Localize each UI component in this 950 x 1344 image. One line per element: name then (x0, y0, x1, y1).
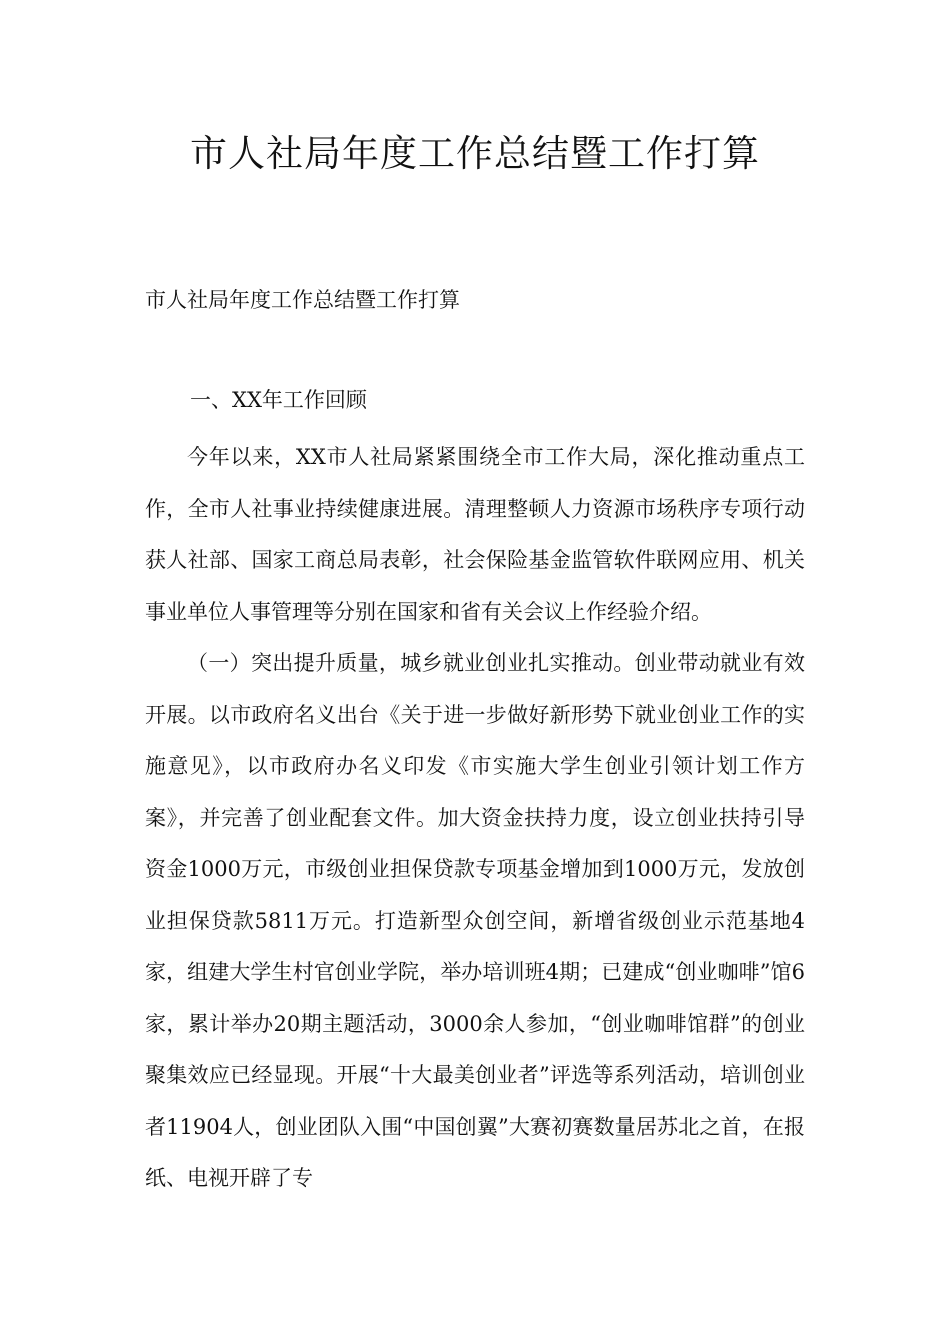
document-title: 市人社局年度工作总结暨工作打算 (190, 132, 760, 175)
document-subtitle: 市人社局年度工作总结暨工作打算 (145, 288, 460, 312)
body-text (145, 432, 805, 1205)
paragraph-review-intro: 今年以来，XX市人社局紧紧围绕全市工作大局，深化推动重点工作，全市人社事业持续健康进展。清理整顿人力资源市场秩序专项行动获人社部、国家工商总局表彰，社会保险基金监管软件联网应用、机关事业单位人事管理等分别在国家和省有关会议上作经验介绍。 (145, 445, 805, 624)
section-heading: 一、XX年工作回顾 (190, 388, 367, 412)
paragraph-employment: （一）突出提升质量，城乡就业创业扎实推动。创业带动就业有效开展。以市政府名义出台《关于进一步做好新形势下就业创业工作的实施意见》，以市政府办名义印发《市实施大学生创业引领计划工作方案》，并完善了创业配套文件。加大资金扶持力度，设立创业扶持引导资金1000万元，市级创业担保贷款专项基金增加到1000万元，发放创业担保贷款5811万元。打造新型众创空间，新增省级创业示范基地4家，组建大学生村官创业学院，举办培训班4期；已建成“创业咖啡”馆6家，累计举办20期主题活动，3000余人参加，“创业咖啡馆群”的创业聚集效应已经显现。开展“十大最美创业者”评选等系列活动，培训创业者11904人，创业团队入围“中国创翼”大赛初赛数量居苏北之首，在报纸、电视开辟了专 (145, 651, 805, 1190)
